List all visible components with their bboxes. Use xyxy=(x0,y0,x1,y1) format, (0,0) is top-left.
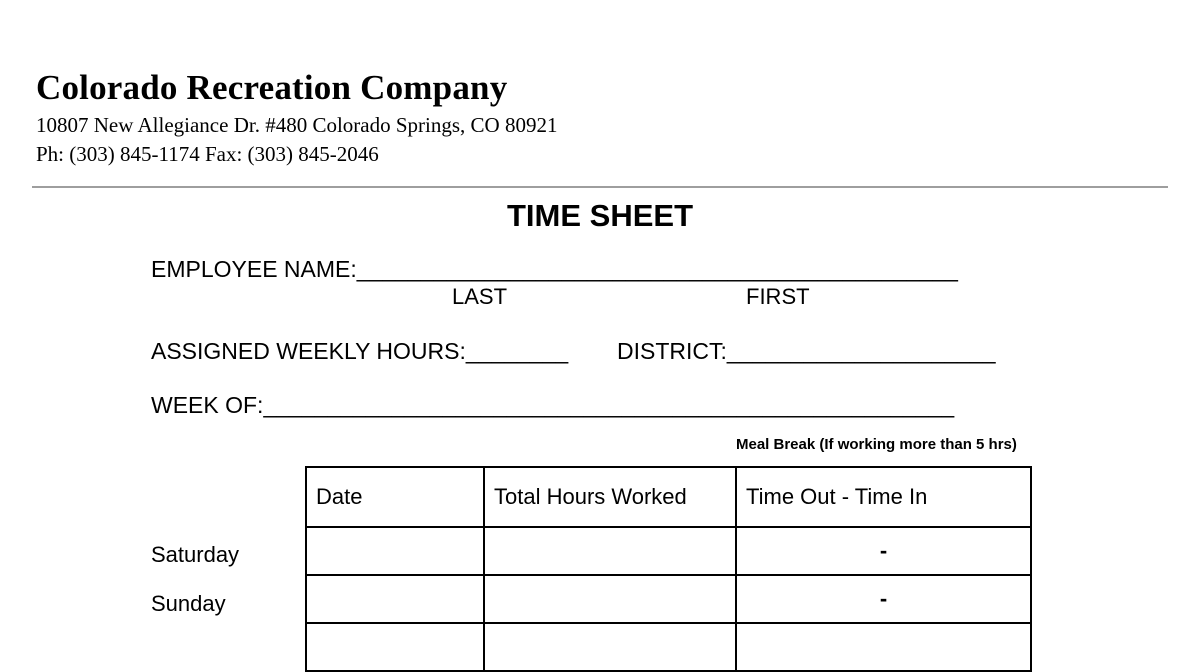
company-phone-fax: Ph: (303) 845-1174 Fax: (303) 845-2046 xyxy=(36,142,379,166)
day-label-saturday: Saturday xyxy=(151,542,240,567)
assigned-weekly-hours-field[interactable]: ASSIGNED WEEKLY HOURS:________ xyxy=(151,338,569,364)
meal-break-cell[interactable]: - xyxy=(736,575,1031,623)
table-row xyxy=(306,527,1031,575)
meal-break-cell[interactable] xyxy=(736,623,1031,671)
employee-name-field[interactable]: EMPLOYEE NAME:_______________________________________________ xyxy=(151,256,958,282)
date-cell[interactable] xyxy=(306,623,484,671)
company-name: Colorado Recreation Company xyxy=(36,68,508,107)
date-cell[interactable] xyxy=(306,527,484,575)
header-divider xyxy=(32,186,1168,188)
total-hours-cell[interactable] xyxy=(484,623,736,671)
company-address: 10807 New Allegiance Dr. #480 Colorado Springs, CO 80921 xyxy=(36,113,558,137)
last-name-label: LAST xyxy=(452,284,508,309)
table-header-row xyxy=(306,467,1031,527)
page-title: TIME SHEET xyxy=(506,198,693,233)
meal-break-cell[interactable]: - xyxy=(736,527,1031,575)
table-row xyxy=(306,623,1031,671)
total-hours-cell[interactable] xyxy=(484,527,736,575)
total-hours-cell[interactable] xyxy=(484,575,736,623)
date-cell[interactable] xyxy=(306,575,484,623)
week-of-field[interactable]: WEEK OF:______________________________________________________ xyxy=(151,392,955,418)
meal-break-note: Meal Break (If working more than 5 hrs) xyxy=(736,436,1017,453)
time-sheet-table xyxy=(305,466,1032,672)
column-header-date: Date xyxy=(306,467,484,527)
table-row xyxy=(306,575,1031,623)
first-name-label: FIRST xyxy=(746,284,810,309)
day-label-sunday: Sunday xyxy=(151,591,226,616)
column-header-total-hours: Total Hours Worked xyxy=(484,467,736,527)
column-header-time-out-in: Time Out - Time In xyxy=(736,467,1031,527)
district-field[interactable]: DISTRICT:_____________________ xyxy=(617,338,996,364)
